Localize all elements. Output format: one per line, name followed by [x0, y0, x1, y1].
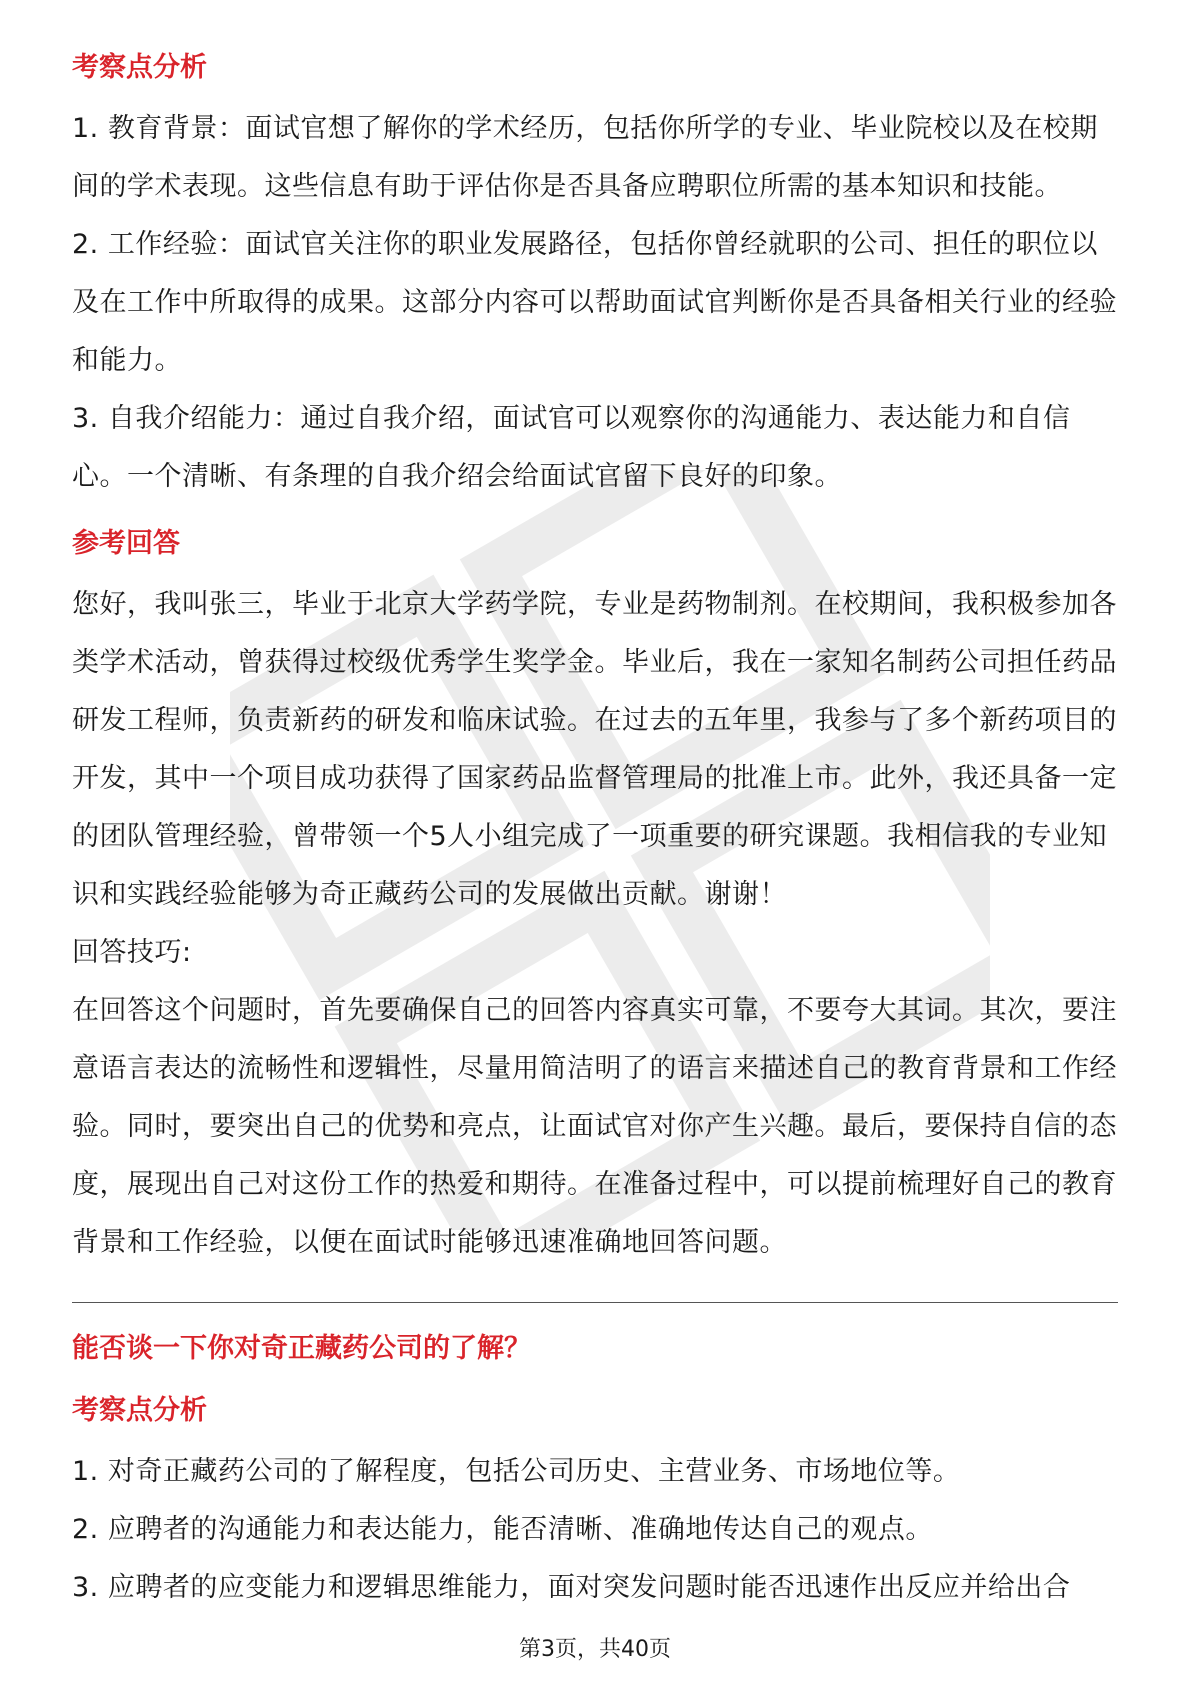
document-page — [72, 50, 1118, 1617]
analysis-list-2 — [72, 1443, 1118, 1617]
analysis-item: 2. 工作经验：面试官关注你的职业发展路径，包括你曾经就职的公司、担任的职位以及在工作中所取得的成果。这部分内容可以帮助面试官判断你是否具备相关行业的经验和能力。 — [72, 229, 1117, 376]
tips-label: 回答技巧: — [72, 937, 192, 968]
answer-heading: 参考回答 — [72, 528, 180, 559]
analysis-list — [72, 100, 1118, 506]
analysis-heading: 考察点分析 — [72, 52, 207, 83]
section-divider — [72, 1302, 1118, 1303]
analysis-item: 1. 对奇正藏药公司的了解程度，包括公司历史、主营业务、市场地位等。 — [72, 1456, 961, 1487]
analysis-item: 2. 应聘者的沟通能力和表达能力，能否清晰、准确地传达自己的观点。 — [72, 1514, 933, 1545]
tips-text: 在回答这个问题时，首先要确保自己的回答内容真实可靠，不要夸大其词。其次，要注意语言表达的流畅性和逻辑性，尽量用简洁明了的语言来描述自己的教育背景和工作经验。同时，要突出自己的优势和亮点，让面试官对你产生兴趣。最后，要保持自信的态度，展现出自己对这份工作的热爱和期待。在准备过程中，可以提前梳理好自己的教育背景和工作经验，以便在面试时能够迅速准确地回答问题。 — [72, 995, 1117, 1258]
analysis-heading-2: 考察点分析 — [72, 1395, 207, 1426]
page-number: 第3页，共40页 — [519, 1637, 671, 1662]
answer-text: 您好，我叫张三，毕业于北京大学药学院，专业是药物制剂。在校期间，我积极参加各类学术活动，曾获得过校级优秀学生奖学金。毕业后，我在一家知名制药公司担任药品研发工程师，负责新药的研发和临床试验。在过去的五年里，我参与了多个新药项目的开发，其中一个项目成功获得了国家药品监督管理局的批准上市。此外，我还具备一定的团队管理经验，曾带领一个5人小组完成了一项重要的研究课题。我相信我的专业知识和实践经验能够为奇正藏药公司的发展做出贡献。谢谢！ — [72, 589, 1117, 910]
question-title: 能否谈一下你对奇正藏药公司的了解？ — [72, 1333, 531, 1364]
analysis-item: 3. 应聘者的应变能力和逻辑思维能力，面对突发问题时能否迅速作出反应并给出合 — [72, 1572, 1071, 1603]
analysis-item: 3. 自我介绍能力：通过自我介绍，面试官可以观察你的沟通能力、表达能力和自信心。一个清晰、有条理的自我介绍会给面试官留下良好的印象。 — [72, 403, 1071, 492]
analysis-item: 1. 教育背景：面试官想了解你的学术经历，包括你所学的专业、毕业院校以及在校期间的学术表现。这些信息有助于评估你是否具备应聘职位所需的基本知识和技能。 — [72, 113, 1098, 202]
